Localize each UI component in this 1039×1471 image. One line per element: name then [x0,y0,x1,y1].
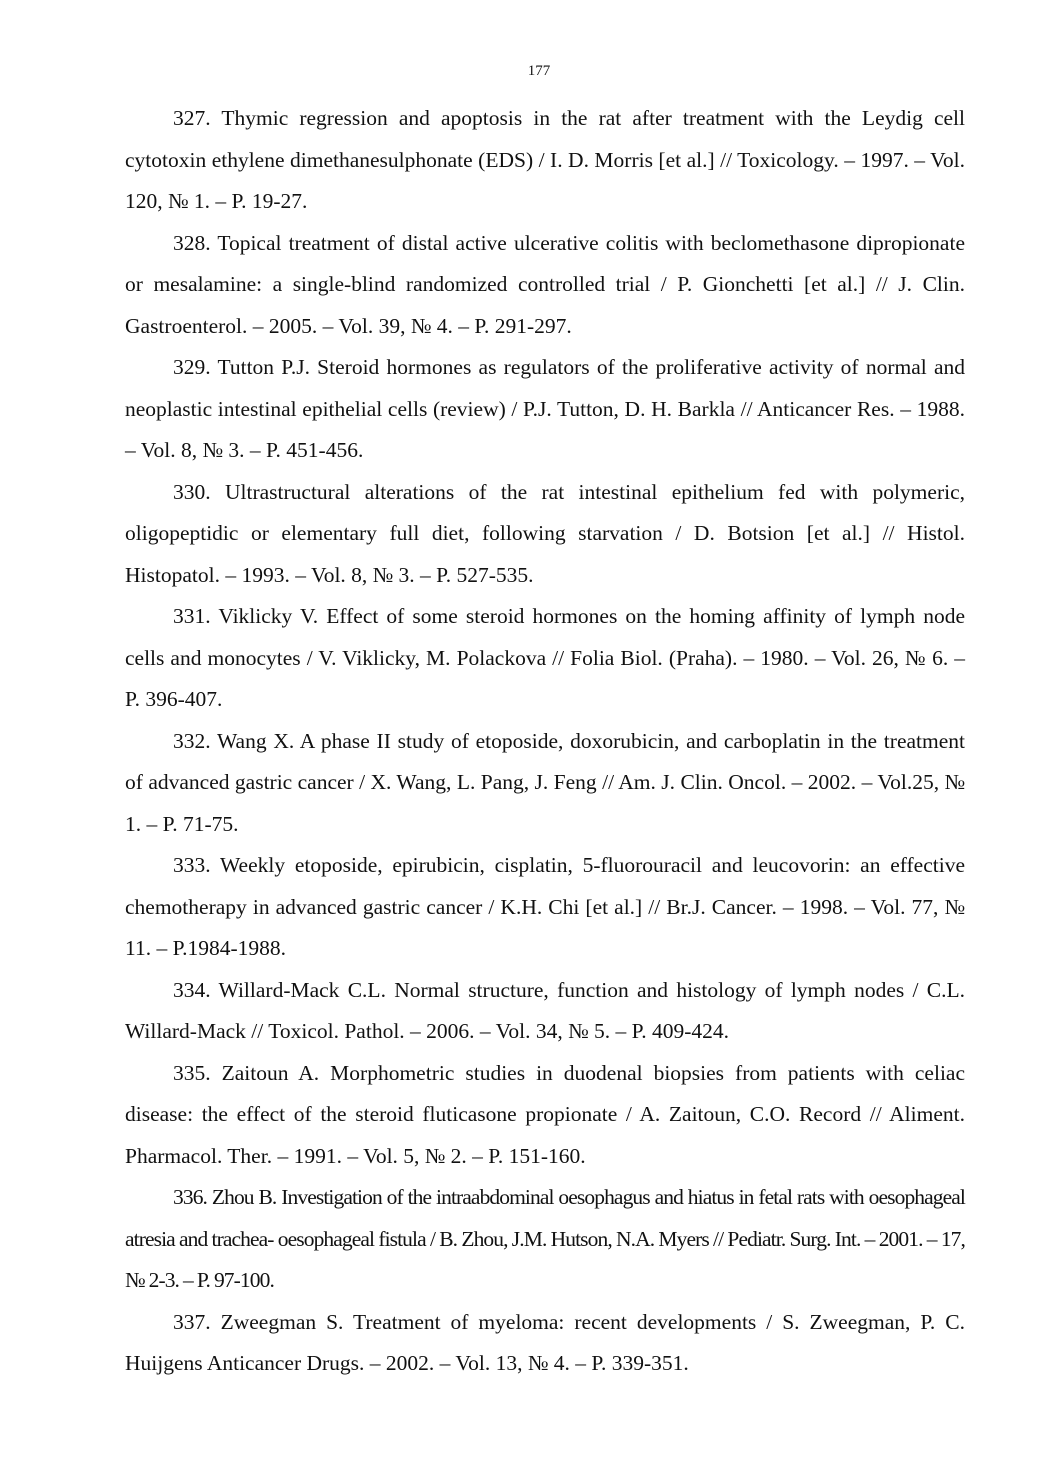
reference-item-335: 335. Zaitoun A. Morphometric studies in duodenal biopsies from patients with celiac disease: the effect of the steroid fluticasone propionate / A. Zaitoun, C.O. Record // Aliment. Pharmacol. Ther. – 1991. – Vol. 5, № 2. – P. 151-160. [125,1060,965,1168]
reference-item-329: 329. Tutton P.J. Steroid hormones as regulators of the proliferative activity of normal and neoplastic intestinal epithelial cells (review) / P.J. Tutton, D. H. Barkla // Anticancer Res. – 1988. – Vol. 8, № 3. – P. 451-456. [125,355,965,462]
reference-item-331: 331. Viklicky V. Effect of some steroid hormones on the homing affinity of lymph node cells and monocytes / V. Viklicky, M. Polackova // Folia Biol. (Praha). – 1980. – Vol. 26, № 6. – P. 396-407. [125,604,965,711]
reference-item-332: 332. Wang X. A phase II study of etoposide, doxorubicin, and carboplatin in the treatment of advanced gastric cancer / X. Wang, L. Pang, J. Feng // Am. J. Clin. Oncol. – 2002. – Vol.25, № 1. – P. 71-75. [125,728,965,836]
reference-item-334: 334. Willard-Mack C.L. Normal structure, function and histology of lymph nodes / C.L. Willard-Mack // Toxicol. Pathol. – 2006. – Vol. 34, № 5. – P. 409-424. [125,977,965,1043]
reference-item-333: 333. Weekly etoposide, epirubicin, cisplatin, 5-fluorouracil and leucovorin: an effective chemotherapy in advanced gastric cancer / K.H. Chi [et al.] // Br.J. Cancer. – 1998. – Vol. 77, № 11. – P.1984-1988. [125,853,965,960]
reference-item-336: 336. Zhou B. Investigation of the intraabdominal oesophagus and hiatus in fetal rats with oesophageal atresia and trachea- oesophageal fistula / B. Zhou, J.M. Hutson, N.A. Myers // Pediatr. Surg. Int. – 2001. – 17, № 2-3. – P. 97-100. [125,1185,965,1292]
reference-item-327: 327. Thymic regression and apoptosis in the rat after treatment with the Leydig cell cytotoxin ethylene dimethanesulphonate (EDS) / I. D. Morris [et al.] // Toxicology. – 1997. – Vol. 120, № 1. – P. 19-27. [125,106,965,213]
page-number: 177 [527,63,551,79]
reference-list [125,98,965,1385]
reference-item-337: 337. Zweegman S. Treatment of myeloma: recent developments / S. Zweegman, P. C. Huijgens Anticancer Drugs. – 2002. – Vol. 13, № 4. – P. 339-351. [125,1309,965,1375]
reference-item-328: 328. Topical treatment of distal active ulcerative colitis with beclomethasone dipropionate or mesalamine: a single-blind randomized controlled trial / P. Gionchetti [et al.] // J. Clin. Gastroenterol. – 2005. – Vol. 39, № 4. – P. 291-297. [125,230,965,338]
reference-item-330: 330. Ultrastructural alterations of the rat intestinal epithelium fed with polymeric, oligopeptidic or elementary full diet, following starvation / D. Botsion [et al.] // Histol. Histopatol. – 1993. – Vol. 8, № 3. – P. 527-535. [125,479,965,587]
